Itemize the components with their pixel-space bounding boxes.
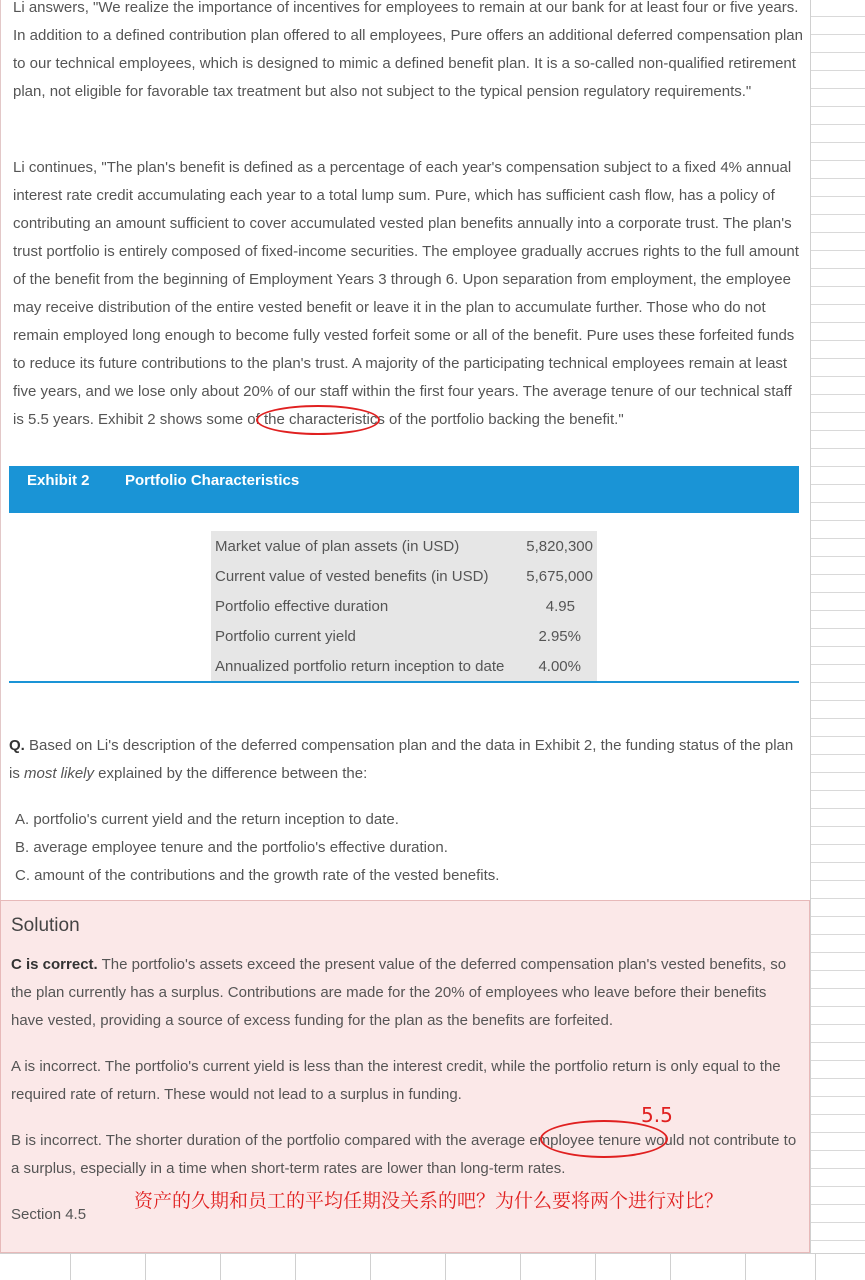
passage-paragraph-2 [13,154,803,434]
spreadsheet-grid-right [810,0,865,1279]
passage-paragraph-1: Li answers, "We realize the importance of incentives for employees to remain at our bank for at least four or five years. In addition to a defined contribution plan offered to all employees, Pure offers an additional deferred compensation plan to our technical employees, which is designed to mimic a defined benefit plan. It is a so-called non-qualified retirement plan, not eligible for favorable tax treatment but also not subject to the typical pension regulatory requirements." [13,0,803,100]
exhibit-title: Portfolio Characteristics [125,472,300,489]
annotation-comment: 资产的久期和员工的平均任期没关系的吧？为什么要将两个进行对比？ [134,1190,724,1212]
exhibit-header [9,466,799,513]
row-value: 5,820,300 [526,538,593,555]
answer-option-c[interactable]: C. amount of the contributions and the growth rate of the vested benefits. [15,867,500,884]
table-row [211,652,597,682]
table-row [211,532,597,562]
correct-explanation: The portfolio's assets exceed the present value of the deferred compensation plan's vested benefits, so the plan currently has a surplus. Contributions are made for the 20% of employees who leave before their benefits have vested, providing a source of excess funding for the plan as the benefits are forfeited. [11,956,787,1029]
highlight-staff-tenure: staff is 5.5 years [13,383,792,428]
row-label: Market value of plan assets (in USD) [215,538,460,555]
question-prefix: Q. [9,737,25,754]
passage-p2-text: Li continues, "The plan's benefit is defined as a percentage of each year's compensation subject to a fixed 4% annual interest rate credit accumulating each year to a total lump sum. Pure, which has sufficient cash flow, has a policy of contributing an amount sufficient to cover accumulated vested plan benefits annually into a corporate trust. The plan's trust portfolio is entirely composed of fixed-income securities. The employee gradually accrues rights to the full amount of the benefit from the beginning of Employment Years 3 through 6. Upon separation from employment, the employee may receive distribution of the entire vested benefit or leave it in the plan to accumulate further. Those who do not remain employed long enough to become fully vested forfeit some or all of the benefit. Pure uses these forfeited funds to reduce its future contributions to the plan's trust. A majority of the participating technical employees remain at least five years, and we lose only about 20% of our staff within the first four years. The average tenure of our technical [13,159,799,400]
row-value: 4.95 [545,598,575,615]
row-label: Portfolio effective duration [215,598,389,615]
correct-lead: C is correct. [11,956,98,973]
solution-correct [11,951,801,1035]
row-label: Annualized portfolio return inception to date [215,658,505,675]
question-text: Based on Li's description of the deferred compensation plan and the data in Exhibit 2, the funding status of the plan is [9,737,794,782]
exhibit-bottom-rule [9,681,799,683]
b-text-end: would not contribute to a surplus, especially in a time when short-term rates are lower than long-term rates. [11,1132,797,1177]
passage-p2-end: . Exhibit 2 shows some of the characteristics of the portfolio backing the benefit." [89,411,624,428]
question-text-end: explained by the difference between the: [94,765,368,782]
exhibit-number: Exhibit 2 [27,472,90,489]
answer-option-a[interactable]: A. portfolio's current yield and the return inception to date. [15,811,399,828]
solution-title: Solution [11,915,80,936]
row-label: Portfolio current yield [215,628,356,645]
table-row [211,592,597,622]
solution-b-explanation [11,1127,801,1183]
row-value: 4.00% [538,658,581,675]
row-label: Current value of vested benefits (in USD) [215,568,489,585]
spreadsheet-grid-bottom [0,1253,865,1280]
exhibit-table [211,531,597,682]
highlight-employee-tenure: employee tenure [529,1132,642,1149]
annotation-number-note: 5.5 [641,1103,673,1127]
solution-a-explanation: A is incorrect. The portfolio's current yield is less than the interest credit, while the portfolio return is only equal to the required rate of return. These would not lead to a surplus in funding. [11,1058,781,1103]
question-stem [9,732,804,788]
row-value: 2.95% [538,628,581,645]
question-emphasis: most likely [24,765,95,782]
row-value: 5,675,000 [526,568,593,585]
section-reference: Section 4.5 [11,1206,87,1223]
b-text: B is incorrect. The shorter duration of the portfolio compared with the average [11,1132,530,1149]
answer-option-b[interactable]: B. average employee tenure and the portfolio's effective duration. [15,839,448,856]
table-row [211,622,597,652]
table-row [211,562,597,592]
